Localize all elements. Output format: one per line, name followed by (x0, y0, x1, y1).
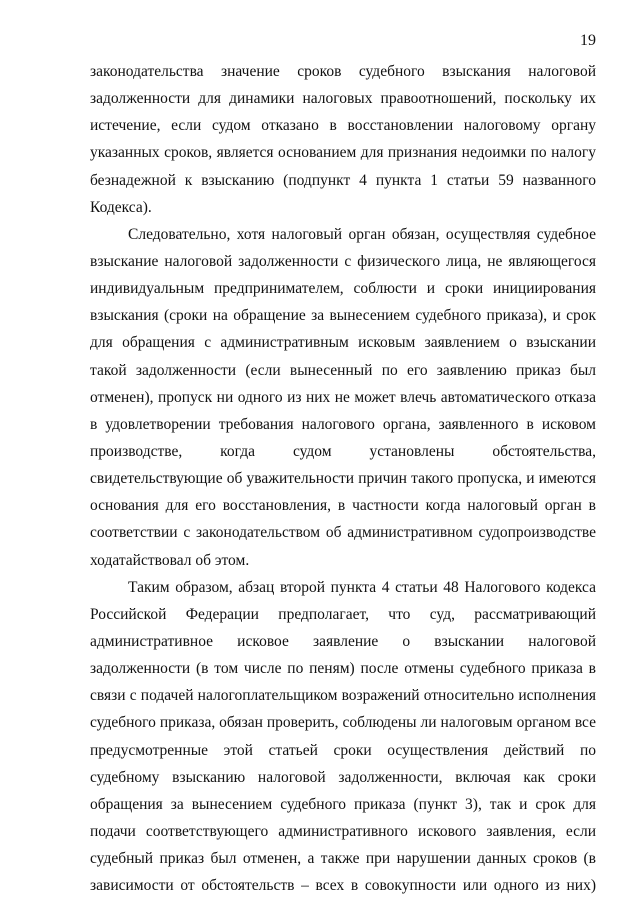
text-line: для обращения с административным исковым заявлением о взыскании (90, 334, 596, 352)
text-line: указанных сроков, является основанием для признания недоимки по налогу (90, 144, 596, 162)
text-line: в удовлетворении требования налогового органа, заявленного в исковом (90, 415, 596, 433)
text-line: такой задолженности (если вынесенный по его заявлению приказ был (90, 361, 596, 379)
text-line: отменен), пропуск ни одного из них не может влечь автоматического отказа (90, 388, 596, 406)
text-line: индивидуальным предпринимателем, соблюсти и сроки инициирования (90, 280, 596, 298)
text-line: предусмотренные этой статьей сроки осуществления действий по (90, 741, 596, 759)
text-line: взыскание налоговой задолженности с физического лица, не являющегося (90, 252, 596, 270)
text-line: свидетельствующие об уважительности причин такого пропуска, и имеются (90, 470, 596, 488)
text-line: судебному взысканию налоговой задолженности, включая как сроки (90, 768, 596, 786)
text-line: Российской Федерации предполагает, что суд, рассматривающий (90, 605, 596, 623)
text-line: взыскания (сроки на обращение за вынесением судебного приказа), и срок (90, 307, 596, 325)
text-line: Таким образом, абзац второй пункта 4 статьи 48 Налогового кодекса (128, 578, 596, 596)
text-line: Кодекса). (90, 198, 152, 216)
page-number: 19 (580, 32, 596, 49)
paragraph-1 (90, 58, 596, 221)
text-line: обращения за вынесением судебного приказа (пункт 3), так и срок для (90, 795, 596, 813)
text-line: ходатайствовал об этом. (90, 551, 250, 569)
text-line: административное исковое заявление о взыскании налоговой (90, 632, 596, 650)
text-line: истечение, если судом отказано в восстановлении налоговому органу (90, 117, 596, 135)
text-line: связи с подачей налогоплательщиком возражений относительно исполнения (90, 687, 596, 705)
text-line: судебный приказ был отменен, а также при нарушении данных сроков (в (90, 850, 596, 868)
text-line: Следовательно, хотя налоговый орган обязан, осуществляя судебное (128, 225, 596, 243)
text-line: подачи соответствующего административного искового заявления, если (90, 822, 596, 840)
text-line: задолженности для динамики налоговых правоотношений, поскольку их (90, 90, 596, 108)
text-line: зависимости от обстоятельств – всех в совокупности или одного из них) (90, 877, 596, 895)
document-body (90, 58, 596, 899)
text-line: задолженности (в том числе по пеням) после отмены судебного приказа в (90, 660, 596, 678)
paragraph-2 (90, 221, 596, 574)
text-line: производстве, когда судом установлены обстоятельства, (90, 442, 596, 460)
text-line: соответствии с законодательством об административном судопроизводстве (90, 524, 596, 542)
text-line: законодательства значение сроков судебного взыскания налоговой (90, 63, 596, 80)
paragraph-3 (90, 574, 596, 900)
text-line: основания для его восстановления, в частности когда налоговый орган в (90, 497, 596, 515)
text-line: судебного приказа, обязан проверить, соблюдены ли налоговым органом все (90, 714, 596, 732)
text-line: безнадежной к взысканию (подпункт 4 пункта 1 статьи 59 названного (90, 171, 596, 189)
